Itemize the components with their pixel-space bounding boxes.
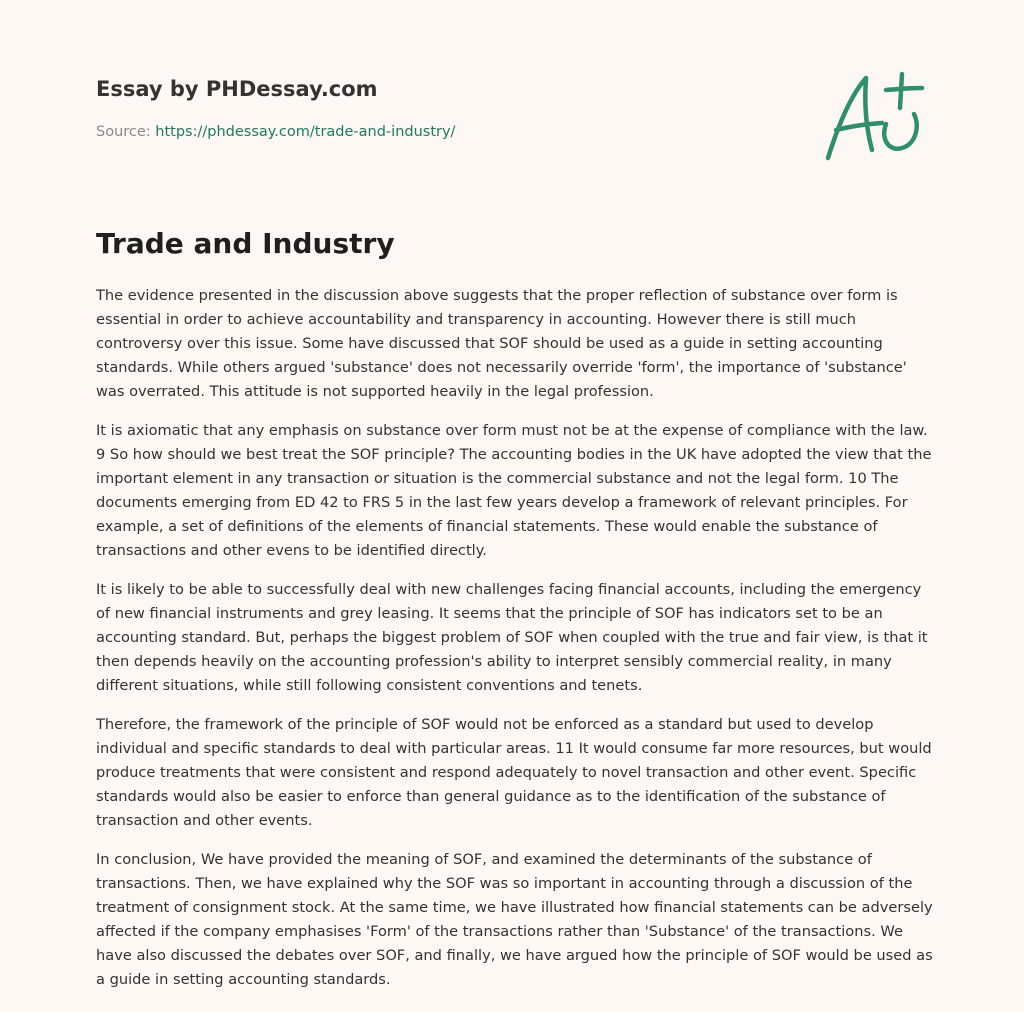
article-paragraph: The evidence presented in the discussion above suggests that the proper reflection of substance over form is essential in order to achieve accountability and transparency in accounting. However there is still much controversy over this issue. Some have discussed that SOF should be used as a guide in setting accounting standards. While others argued 'substance' does not necessarily override 'form', the importance of 'substance' was overrated. This attitude is not supported heavily in the legal profession. bbox=[96, 287, 907, 400]
page-header bbox=[96, 74, 796, 142]
a-plus-logo-icon bbox=[820, 66, 930, 166]
article-paragraph: In conclusion, We have provided the meaning of SOF, and examined the determinants of the substance of transactions. Then, we have explained why the SOF was so important in accounting through a discussion of the treatment of consignment stock. At the same time, we have illustrated how financial statements can be adversely affected if the company emphasises 'Form' of the transactions rather than 'Substance' of the transactions. We have also discussed the debates over SOF, and finally, we have argued how the principle of SOF would be used as a guide in setting accounting standards. bbox=[96, 851, 933, 988]
source-label: Source: bbox=[96, 124, 156, 140]
article-paragraph: It is axiomatic that any emphasis on substance over form must not be at the expense of compliance with the law. 9 So how should we best treat the SOF principle? The accounting bodies in the UK have adopted the view that the important element in any transaction or situation is the commercial substance and not the legal form. 10 The documents emerging from ED 42 to FRS 5 in the last few years develop a framework of relevant principles. For example, a set of definitions of the elements of financial statements. These would enable the substance of transactions and other evens to be identified directly. bbox=[96, 422, 932, 559]
article-title: Trade and Industry bbox=[96, 227, 395, 260]
article-paragraph: Therefore, the framework of the principle of SOF would not be enforced as a standard but used to develop individual and specific standards to deal with particular areas. 11 It would consume far more resources, but would produce treatments that were consistent and respond adequately to novel transaction and other event. Specific standards would also be easier to enforce than general guidance as to the identification of the substance of transaction and other events. bbox=[96, 716, 932, 829]
source-line bbox=[96, 122, 796, 142]
article-body bbox=[96, 284, 936, 1007]
source-link[interactable]: https://phdessay.com/trade-and-industry/ bbox=[155, 124, 456, 140]
brand-title: Essay by PHDessay.com bbox=[96, 77, 378, 101]
article-paragraph: It is likely to be able to successfully deal with new challenges facing financial accounts, including the emergency of new financial instruments and grey leasing. It seems that the principle of SOF has indicators set to be an accounting standard. But, perhaps the biggest problem of SOF when coupled with the true and fair view, is that it then depends heavily on the accounting profession's ability to interpret sensibly commercial reality, in many different situations, while still following consistent conventions and tenets. bbox=[96, 581, 928, 694]
